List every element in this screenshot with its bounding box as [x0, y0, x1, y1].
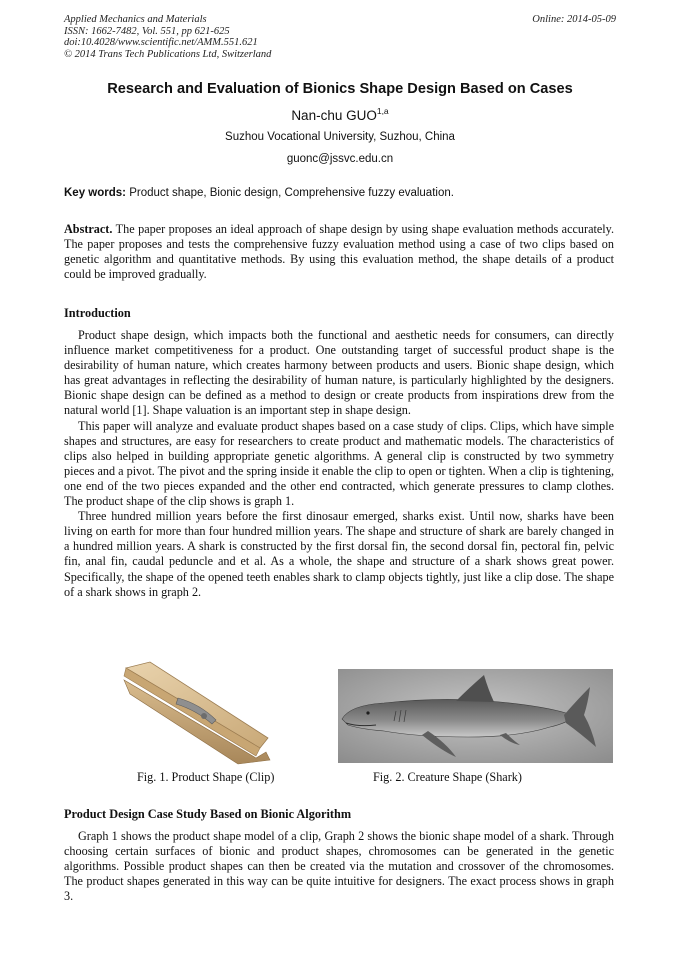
online-date: Online: 2014-05-09: [532, 14, 616, 25]
intro-paragraph: This paper will analyze and evaluate product shapes based on a case study of clips. Clips, which have simple shapes and structures, are easy for researchers to create product and mathematic models. The characteristics of clips also helped in building appropriate genetic algorithms. A general clip is constructed by two symmetry pieces and a pivot. The pivot and the spring inside it enable the clip to open or tighten. When a clip is tightening, one end of the two pieces expanded and the other end contracted, which generate pressures to clamp clothes. The product shape of the clip shows is graph 1.: [64, 418, 614, 509]
author-line: [64, 106, 616, 123]
abstract-label: Abstract.: [64, 222, 113, 236]
journal-copyright: © 2014 Trans Tech Publications Ltd, Switzerland: [64, 48, 272, 60]
keywords-line: [64, 187, 624, 199]
intro-paragraph: Three hundred million years before the first dinosaur emerged, sharks exist. Until now, sharks have been living on earth for more than four hundred million years. The shape and structure of shark are barely changed in a hundred million years. A shark is constructed by the first dorsal fin, the second dorsal fin, pectoral fin, pelvic fin, anal fin, caudal peduncle and et al. As a whole, the shape and structure of a shark shows great power. Specifically, the shape of the opened teeth enables shark to clamp objects tightly, just like a clip dose. The shape of a shark shows in graph 2.: [64, 509, 614, 599]
journal-doi: doi:10.4028/www.scientific.net/AMM.551.621: [64, 37, 258, 48]
figure1-caption: Fig. 1. Product Shape (Clip): [137, 770, 275, 784]
clip-pivot: [201, 713, 207, 719]
section2-heading: Product Design Case Study Based on Bionic Algorithm: [64, 807, 352, 821]
section2-body: [64, 829, 614, 904]
author-name: Nan-chu GUO: [291, 108, 377, 123]
author-superscript: 1,a: [376, 106, 389, 116]
clip-top-side: [124, 668, 260, 756]
paper-title: Research and Evaluation of Bionics Shape Design Based on Cases: [107, 81, 573, 97]
section2-paragraph: Graph 1 shows the product shape model of a clip, Graph 2 shows the bionic shape model of a shark. Through choosing certain surfaces of bionic and product shapes, chromosomes can be generated in the genetic algorithms. Possible product shapes can then be created via the mutation and crossover of the chromosomes. The product shapes generated in this way can be quite intuitive for designers. The exact process shows in graph 3.: [64, 829, 614, 904]
shark-figure: [338, 669, 613, 763]
figure2-caption: Fig. 2. Creature Shape (Shark): [373, 770, 522, 784]
affiliation: Suzhou Vocational University, Suzhou, China: [225, 131, 455, 143]
journal-issn: ISSN: 1662-7482, Vol. 551, pp 621-625: [64, 25, 230, 37]
intro-body: [64, 328, 614, 600]
intro-heading: Introduction: [64, 306, 131, 320]
clip-figure: [120, 660, 280, 766]
journal-header: [64, 14, 616, 60]
keywords-text: Product shape, Bionic design, Comprehensive fuzzy evaluation.: [129, 187, 454, 199]
abstract: [64, 222, 614, 282]
keywords-label: Key words:: [64, 187, 126, 199]
abstract-text: The paper proposes an ideal approach of shape design by using shape evaluation methods accurately. The paper proposes and tests the comprehensive fuzzy evaluation method using a case of two clips based on genetic algorithm and quantitative methods. By using this evaluation method, the shape details of a product could be improved gradually.: [64, 222, 615, 282]
intro-paragraph: Product shape design, which impacts both the functional and aesthetic needs for consumers, can directly influence market competitiveness for a product. One outstanding target of successful product shape is the desirability of human nature, which creates harmony between products and users. Bionic shape design, which has great advantages in reflecting the desirability of human nature, is particularly highlighted by the designers. Bionic shape design can be defined as a method to design or create products from inspirations drew from the natural world [1]. Shape valuation is an important step in shape design.: [64, 328, 614, 418]
journal-name: Applied Mechanics and Materials: [64, 14, 207, 25]
author-email: guonc@jssvc.edu.cn: [286, 153, 394, 165]
shark-eye: [366, 711, 369, 714]
